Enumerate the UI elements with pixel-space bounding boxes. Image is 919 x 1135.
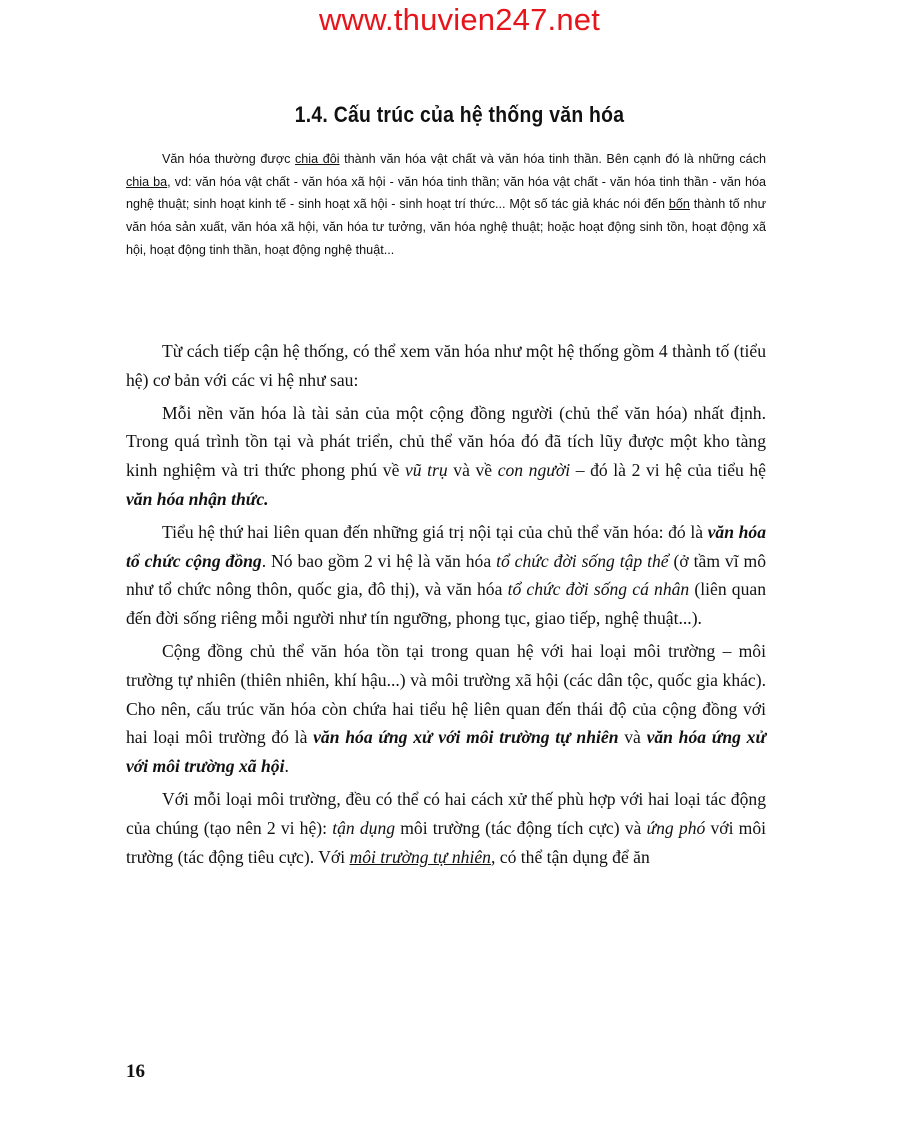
- paragraph-3: [126, 518, 766, 633]
- p4-bold-2: văn hóa ứng xử với môi trường xã hội: [126, 727, 766, 777]
- p3-bold-1: văn hóa tổ chức cộng đồng: [126, 521, 766, 571]
- p5-text-1: Với mỗi loại môi trường, đều có thể có hai cách xử thế phù hợp với hai loại tác động của chúng (tạo nên 2 vi hệ):: [126, 788, 766, 838]
- p5-italic-underline-1: môi trường tự nhiên: [349, 846, 491, 867]
- p4-bold-1: văn hóa ứng xử với môi trường tự nhiên: [313, 727, 619, 748]
- p2-text-1: Mỗi nền văn hóa là tài sản của một cộng đồng người (chủ thể văn hóa) nhất định. Trong quá trình tồn tại và phát triển, chủ thể văn hóa đó đã tích lũy được một kho tàng kinh nghiệm và tri thức phong phú về: [126, 402, 766, 481]
- intro-text-4: thành tố như văn hóa sản xuất, văn hóa xã hội, văn hóa tư tưởng, văn hóa nghệ thuật; hoặc hoạt động sinh tồn, hoạt động xã hội, hoạt động tinh thần, hoạt động nghệ thuật...: [126, 197, 766, 257]
- p3-text-2: . Nó bao gồm 2 vi hệ là văn hóa: [261, 550, 497, 571]
- intro-text-1: Văn hóa thường được: [162, 152, 295, 166]
- intro-text-2: thành văn hóa vật chất và văn hóa tinh thần. Bên cạnh đó là những cách: [339, 152, 766, 166]
- intro-paragraph: [126, 148, 766, 262]
- paragraph-5: [126, 785, 766, 871]
- body-text: [126, 337, 766, 875]
- p4-text-2: và: [618, 727, 647, 748]
- intro-underline-3: bốn: [668, 197, 690, 212]
- p3-text-1: Tiểu hệ thứ hai liên quan đến những giá trị nội tại của chủ thể văn hóa: đó là: [162, 521, 708, 542]
- intro-text: [126, 148, 766, 262]
- p5-italic-2: ứng phó: [646, 817, 706, 838]
- section-heading: 1.4. Cấu trúc của hệ thống văn hóa: [294, 102, 625, 127]
- intro-underline-1: chia đôi: [295, 152, 340, 166]
- p2-text-3: – đó là 2 vi hệ của tiểu hệ: [570, 460, 766, 481]
- page-number: 16: [126, 1061, 145, 1082]
- p5-text-3: với môi trường (tác động tiêu cực). Với: [126, 817, 766, 867]
- p5-text-2: môi trường (tác động tích cực) và: [395, 817, 647, 838]
- p2-italic-1: vũ trụ: [404, 460, 448, 481]
- paragraph-2: [126, 399, 766, 514]
- p3-italic-2: tổ chức đời sống cá nhân: [507, 579, 690, 600]
- p3-text-4: (liên quan đến đời sống riêng mỗi người như tín ngưỡng, phong tục, giao tiếp, nghệ thuật...).: [126, 579, 766, 629]
- paragraph-4: [126, 637, 766, 781]
- paragraph-1: Từ cách tiếp cận hệ thống, có thể xem văn hóa như một hệ thống gồm 4 thành tố (tiểu hệ) cơ bản với các vi hệ như sau:: [126, 341, 766, 390]
- p4-text-3: .: [284, 756, 289, 777]
- watermark: www.thuvien247.net: [318, 2, 601, 37]
- intro-underline-2: chia ba: [126, 174, 168, 189]
- p5-text-4: , có thể tận dụng để ăn: [490, 846, 650, 867]
- p2-bold-1: văn hóa nhận thức.: [126, 488, 269, 509]
- p4-text-1: Cộng đồng chủ thể văn hóa tồn tại trong quan hệ với hai loại môi trường – môi trường tự nhiên (thiên nhiên, khí hậu...) và môi trường xã hội (các dân tộc, quốc gia khác). Cho nên, cấu trúc văn hóa còn chứa hai tiểu hệ liên quan đến thái độ của cộng đồng với hai loại môi trường đó là: [126, 640, 766, 748]
- p2-text-2: và về: [447, 460, 498, 481]
- p5-italic-1: tận dụng: [332, 817, 396, 838]
- p2-italic-2: con người: [497, 460, 571, 481]
- p3-text-3: (ở tầm vĩ mô như tổ chức nông thôn, quốc gia, đô thị), và văn hóa: [126, 550, 766, 600]
- p3-italic-1: tổ chức đời sống tập thể: [496, 550, 669, 571]
- intro-text-3: , vd: văn hóa vật chất - văn hóa xã hội - văn hóa tinh thần; văn hóa vật chất - văn hóa tinh thần - văn hóa nghệ thuật; sinh hoạt kinh tế - sinh hoạt xã hội - sinh hoạt trí thức... Một số tác giả khác nói đến: [126, 174, 766, 212]
